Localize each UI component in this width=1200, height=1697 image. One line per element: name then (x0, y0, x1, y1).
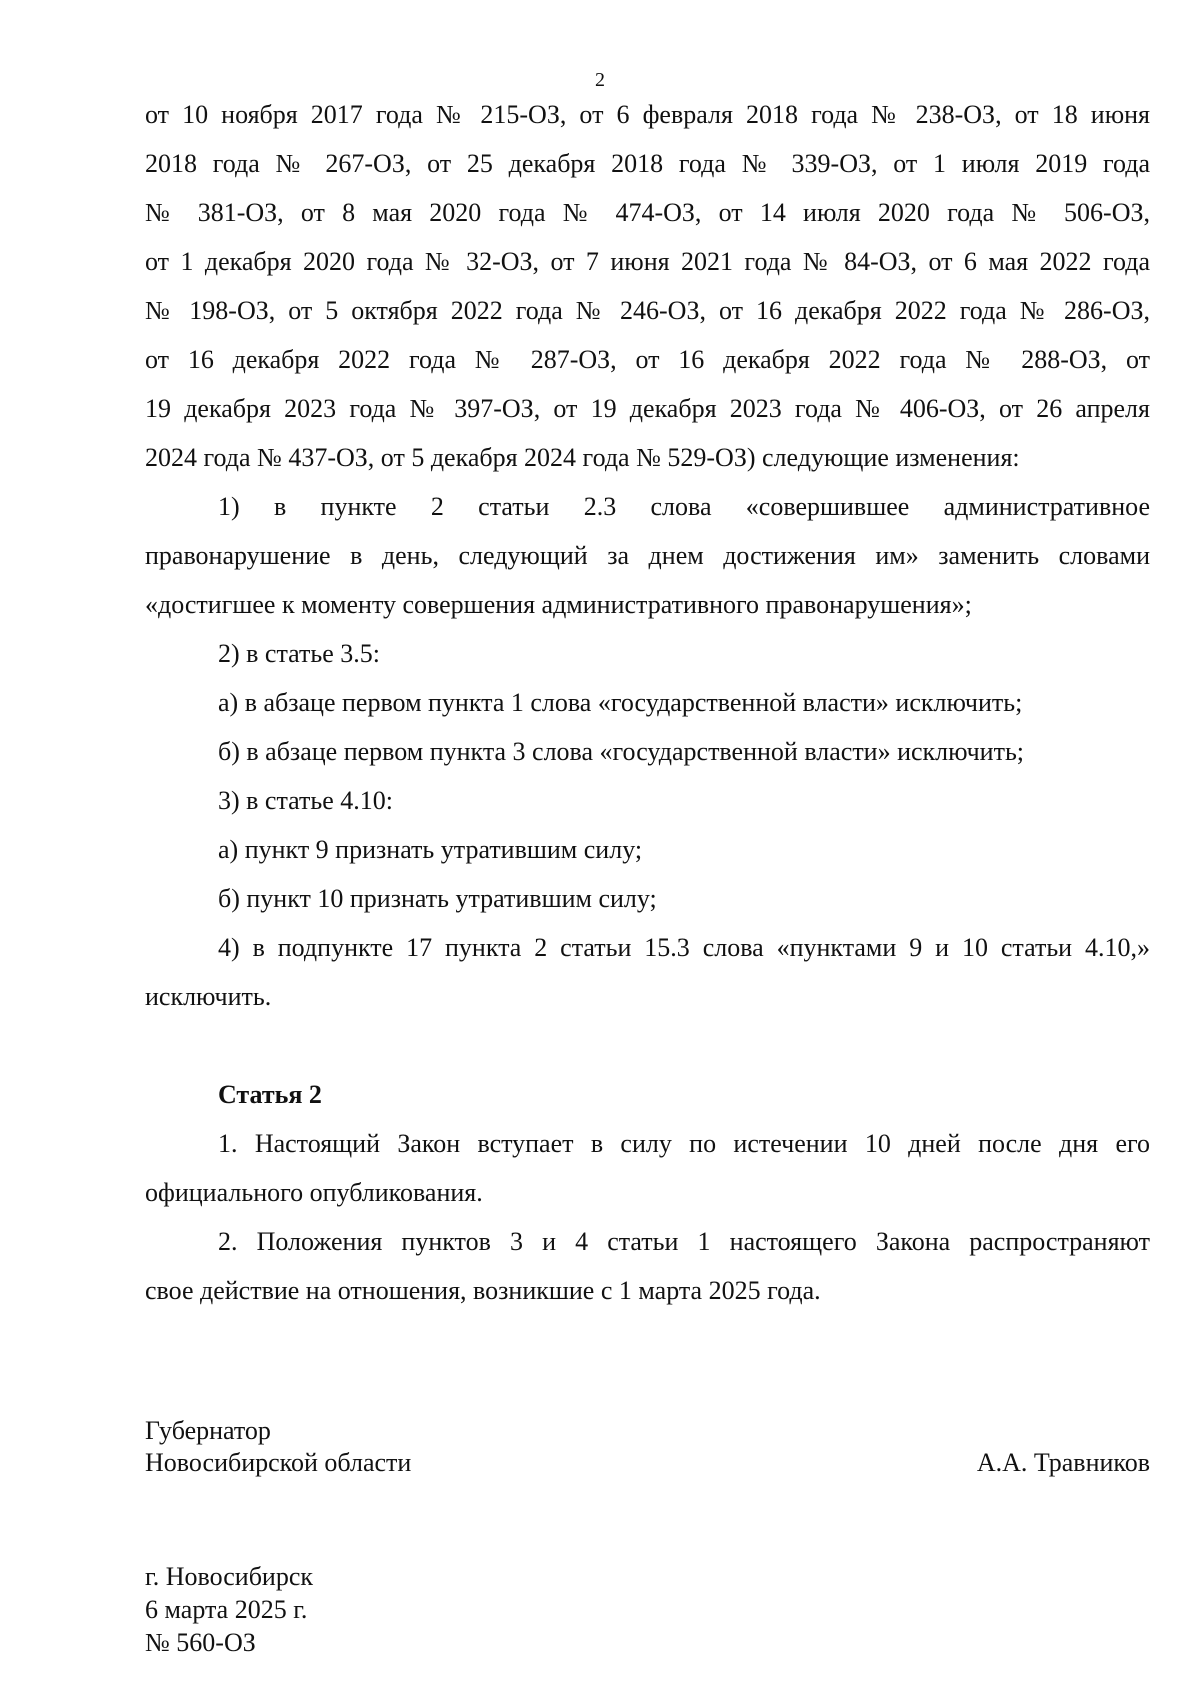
intro-line: 19 декабря 2023 года № 397-ОЗ, от 19 декабря 2023 года № 406-ОЗ, от 26 апреля (145, 394, 1150, 423)
intro-line: 2024 года № 437-ОЗ, от 5 декабря 2024 года № 529-ОЗ) следующие изменения: (145, 443, 1020, 472)
signatory-region: Новосибирской области (145, 1448, 412, 1477)
item-3a: а) пункт 9 признать утратившим силу; (218, 835, 643, 864)
item-1-line: «достигшее к моменту совершения административного правонарушения»; (145, 590, 972, 619)
intro-line: от 16 декабря 2022 года № 287-ОЗ, от 16 декабря 2022 года № 288-ОЗ, от (145, 345, 1150, 374)
item-1-line: 1) в пункте 2 статьи 2.3 слова «совершившее административное (218, 492, 1150, 521)
intro-line: 2018 года № 267-ОЗ, от 25 декабря 2018 года № 339-ОЗ, от 1 июля 2019 года (145, 149, 1150, 178)
item-4-line: 4) в подпункте 17 пункта 2 статьи 15.3 слова «пунктами 9 и 10 статьи 4.10,» (218, 933, 1150, 962)
item-3: 3) в статье 4.10: (218, 786, 394, 815)
item-2a: а) в абзаце первом пункта 1 слова «государственной власти» исключить; (218, 688, 1023, 717)
intro-line: от 10 ноября 2017 года № 215-ОЗ, от 6 февраля 2018 года № 238-ОЗ, от 18 июня (145, 100, 1150, 129)
page-number: 2 (595, 69, 605, 91)
item-2: 2) в статье 3.5: (218, 639, 381, 668)
signatory-title: Губернатор (145, 1416, 271, 1445)
signature-block (145, 1415, 1150, 1479)
article2-p1-line: официального опубликования. (145, 1178, 483, 1207)
city: г. Новосибирск (145, 1562, 314, 1591)
intro-line: № 381-ОЗ, от 8 мая 2020 года № 474-ОЗ, от 14 июля 2020 года № 506-ОЗ, (145, 198, 1150, 227)
item-3b: б) пункт 10 признать утратившим силу; (218, 884, 657, 913)
article2-text (145, 1119, 1150, 1315)
item-4-line: исключить. (145, 982, 272, 1011)
article2-p2-line: свое действие на отношения, возникшие с 1 марта 2025 года. (145, 1276, 821, 1305)
item-1-line: правонарушение в день, следующий за днем достижения им» заменить словами (145, 541, 1150, 570)
article2-p2-line: 2. Положения пунктов 3 и 4 статьи 1 настоящего Закона распространяют (218, 1227, 1150, 1256)
place-date-block (145, 1560, 313, 1659)
article2-p1-line: 1. Настоящий Закон вступает в силу по истечении 10 дней после дня его (218, 1129, 1150, 1158)
law-number: № 560-ОЗ (145, 1628, 256, 1657)
article1-text (145, 90, 1150, 1021)
intro-line: от 1 декабря 2020 года № 32-ОЗ, от 7 июня 2021 года № 84-ОЗ, от 6 мая 2022 года (145, 247, 1150, 276)
date: 6 марта 2025 г. (145, 1595, 308, 1624)
intro-line: № 198-ОЗ, от 5 октября 2022 года № 246-ОЗ, от 16 декабря 2022 года № 286-ОЗ, (145, 296, 1150, 325)
signatory-name: А.А. Травников (976, 1448, 1150, 1477)
article-2-title: Статья 2 (218, 1080, 322, 1109)
item-2b: б) в абзаце первом пункта 3 слова «государственной власти» исключить; (218, 737, 1025, 766)
